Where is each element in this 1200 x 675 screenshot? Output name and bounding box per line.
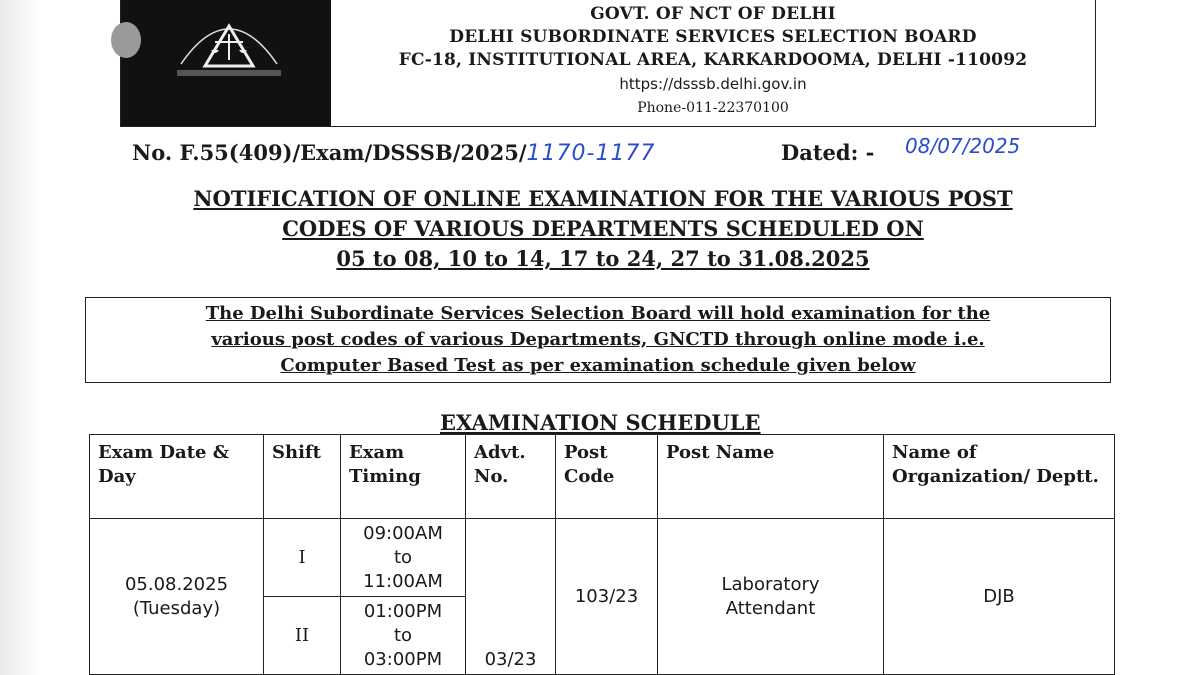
header-post-code: Post Code [556,435,658,519]
exam-date-cell [90,519,264,675]
board-name: DELHI SUBORDINATE SERVICES SELECTION BOARD [449,27,977,47]
letterhead [120,0,1096,127]
timing-start: 01:00PM [363,600,443,622]
reference-handwritten: 1170-1177 [526,141,656,166]
table-header-row [90,435,1115,519]
advt-no-cell: 03/23 [466,519,556,675]
notice-line-1: The Delhi Subordinate Services Selection Board will hold examination for the [205,303,991,324]
exam-day: (Tuesday) [132,597,221,619]
dated-label: Dated: - [781,140,875,165]
notification-title-line-3: 05 to 08, 10 to 14, 17 to 24, 27 to 31.08.2025 [336,246,870,271]
timing-sep: to [393,546,413,568]
notification-title-line-1: NOTIFICATION OF ONLINE EXAMINATION FOR THE VARIOUS POST [193,186,1013,211]
reference-number [132,140,655,166]
organization-cell: DJB [884,519,1115,675]
shift-cell: II [264,597,341,675]
post-name: Laboratory Attendant [721,573,820,619]
table-row [90,519,1115,597]
header-advt-no: Advt. No. [466,435,556,519]
schedule-table [89,434,1115,675]
schedule-title: EXAMINATION SCHEDULE [440,410,761,435]
timing-start: 09:00AM [363,522,443,544]
notice-line-2: various post codes of various Departments, GNCTD through online mode i.e. [211,329,985,350]
post-name-cell [658,519,884,675]
timing-cell [341,597,466,675]
shift-cell: I [264,519,341,597]
letterhead-text [331,0,1095,126]
notice-box [85,297,1111,383]
date-handwritten: 08/07/2025 [905,134,1021,158]
scales-emblem-icon [169,4,289,84]
page-edge-shadow [0,0,40,675]
board-website: https://dsssb.delhi.gov.in [619,75,807,93]
govt-line: GOVT. OF NCT OF DELHI [590,4,836,24]
timing-sep: to [393,624,413,646]
reference-prefix: No. F.55(409)/Exam/DSSSB/2025/ [132,140,527,165]
timing-end: 11:00AM [363,570,443,592]
header-exam-timing: Exam Timing [341,435,466,519]
exam-date: 05.08.2025 [124,573,229,595]
timing-cell [341,519,466,597]
header-shift: Shift [264,435,341,519]
timing-end: 03:00PM [363,648,443,670]
punch-hole [111,22,141,58]
post-code-cell: 103/23 [556,519,658,675]
board-address: FC-18, INSTITUTIONAL AREA, KARKARDOOMA, DELHI -110092 [398,50,1028,70]
header-organization: Name of Organization/ Deptt. [884,435,1115,519]
header-post-name: Post Name [658,435,884,519]
notice-line-3: Computer Based Test as per examination schedule given below [280,355,916,376]
notification-title-line-2: CODES OF VARIOUS DEPARTMENTS SCHEDULED ON [282,216,924,241]
dsssb-logo [121,0,331,126]
header-exam-date: Exam Date & Day [90,435,264,519]
board-phone: Phone-011-22370100 [637,100,789,116]
